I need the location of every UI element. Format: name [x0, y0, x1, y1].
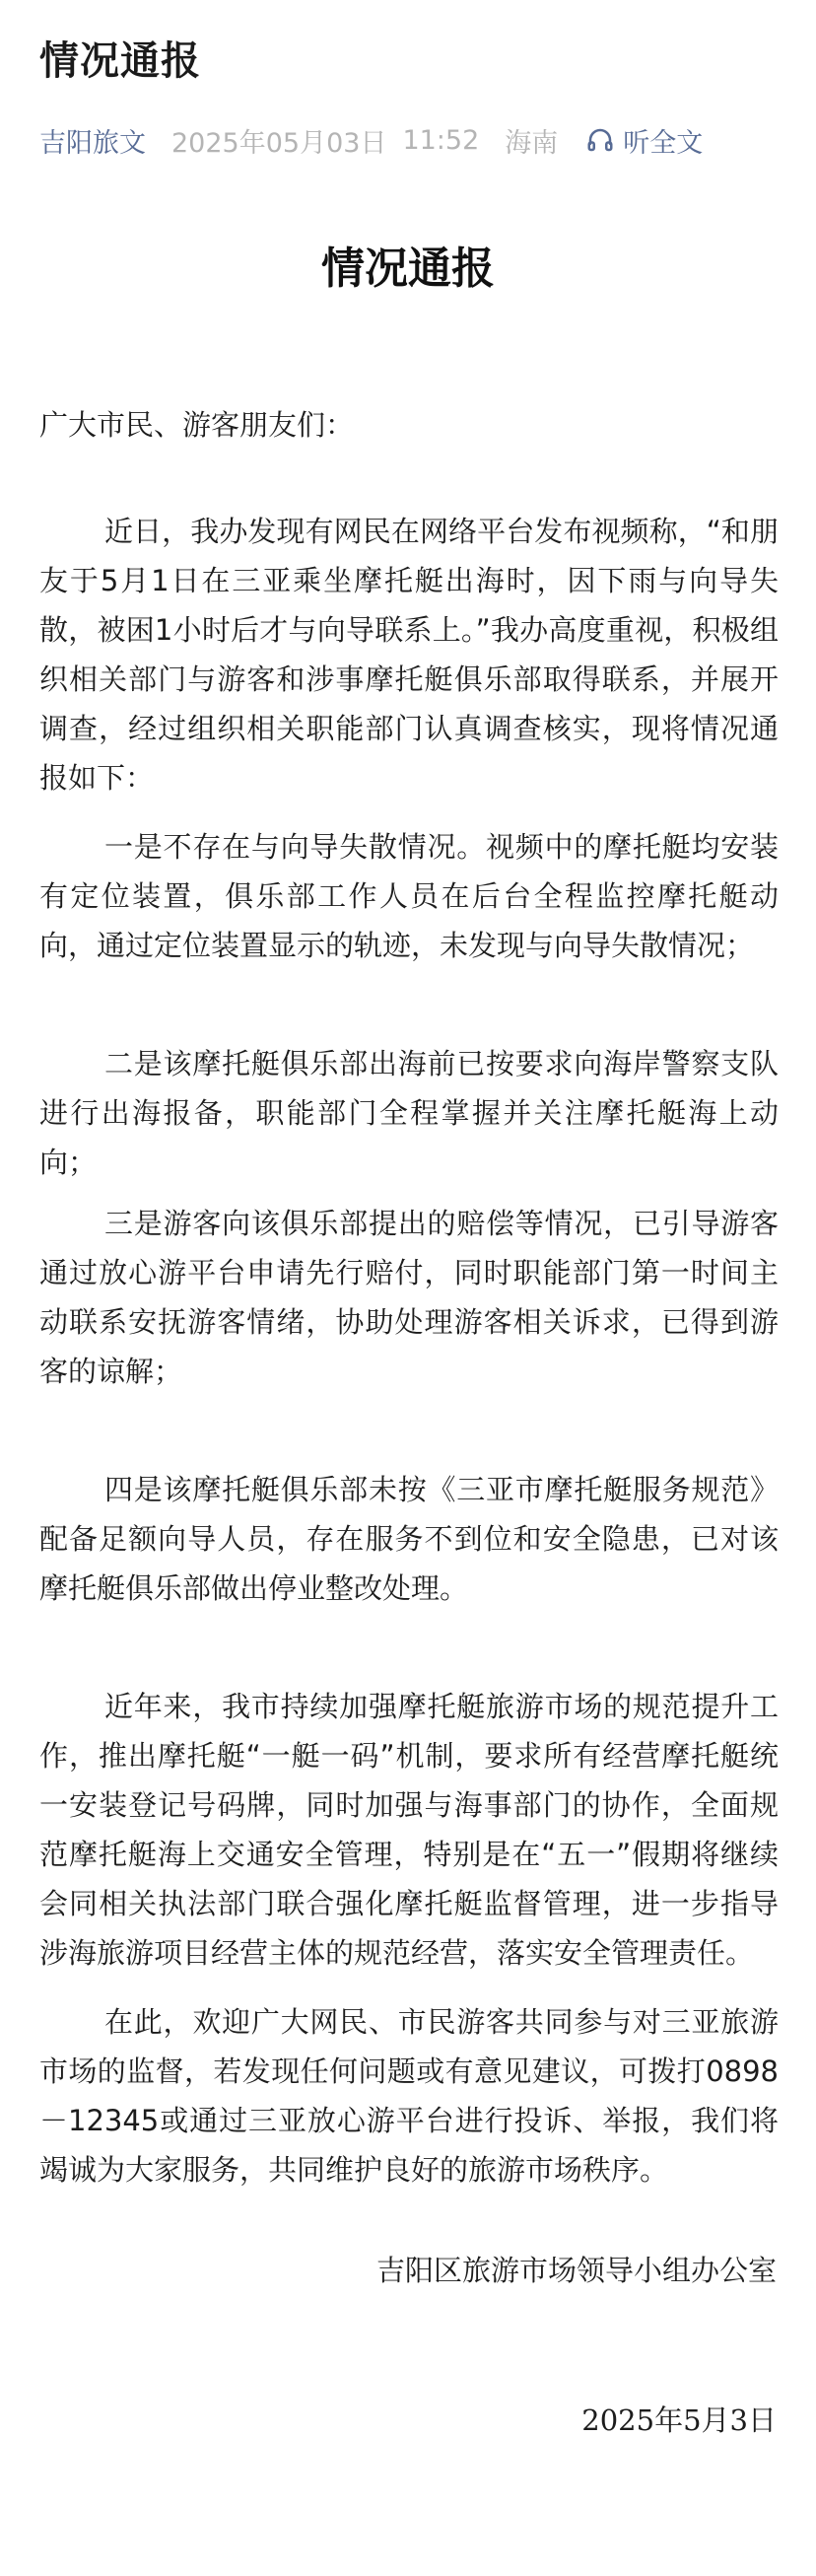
account-name-link[interactable]: 吉阳旅文 [39, 127, 146, 159]
paragraph-point-4: 四是该摩托艇俱乐部未按《三亚市摩托艇服务规范》配备足额向导人员，存在服务不到位和安全隐患，已对该摩托艇俱乐部做出停业整改处理。 [39, 1473, 779, 1605]
paragraph-point-2: 二是该摩托艇俱乐部出海前已按要求向海岸警察支队进行出海报备，职能部门全程掌握并关注摩托艇海上动向； [39, 1047, 779, 1179]
signature-date: 2025年5月3日 [581, 2403, 777, 2437]
paragraph-intro: 近日，我办发现有网民在网络平台发布视频称，“和朋友于5月1日在三亚乘坐摩托艇出海时，因下雨与向导失散，被困1小时后才与向导联系上。”我办高度重视，积极组织相关部门与游客和涉事摩托艇俱乐部取得联系，并展开调查，经过组织相关职能部门认真调查核实，现将情况通报如下： [39, 515, 779, 795]
publish-time: 11:52 [402, 124, 480, 156]
signature-organization: 吉阳区旅游市场领导小组办公室 [375, 2254, 777, 2287]
paragraph-point-1: 一是不存在与向导失散情况。视频中的摩托艇均安装有定位装置，俱乐部工作人员在后台全程监控摩托艇动向，通过定位装置显示的轨迹，未发现与向导失散情况； [39, 830, 779, 962]
article-title: 情况通报 [39, 38, 201, 84]
publish-region: 海南 [505, 127, 559, 159]
paragraph-point-3: 三是游客向该俱乐部提出的赔偿等情况，已引导游客通过放心游平台申请先行赔付，同时职能部门第一时间主动联系安抚游客情绪，协助处理游客相关诉求，已得到游客的谅解； [39, 1207, 779, 1388]
listen-label: 听全文 [623, 127, 704, 159]
headphones-icon [585, 125, 623, 155]
greeting: 广大市民、游客朋友们： [39, 408, 355, 442]
paragraph-closing: 在此，欢迎广大网民、市民游客共同参与对三亚旅游市场的监督，若发现任何问题或有意见建议，可拨打0898－12345或通过三亚放心游平台进行投诉、举报，我们将竭诚为大家服务，共同维护良好的旅游市场秩序。 [39, 2005, 779, 2187]
paragraph-recent-years: 近年来，我市持续加强摩托艇旅游市场的规范提升工作，推出摩托艇“一艇一码”机制，要求所有经营摩托艇统一安装登记号码牌，同时加强与海事部门的协作，全面规范摩托艇海上交通安全管理，特别是在“五一”假期将继续会同相关执法部门联合强化摩托艇监督管理，进一步指导涉海旅游项目经营主体的规范经营，落实安全管理责任。 [39, 1690, 779, 1970]
article-meta [39, 120, 703, 160]
notice-heading: 情况通报 [321, 244, 495, 294]
listen-button[interactable] [585, 121, 703, 160]
publish-date: 2025年05月03日 [171, 127, 387, 159]
